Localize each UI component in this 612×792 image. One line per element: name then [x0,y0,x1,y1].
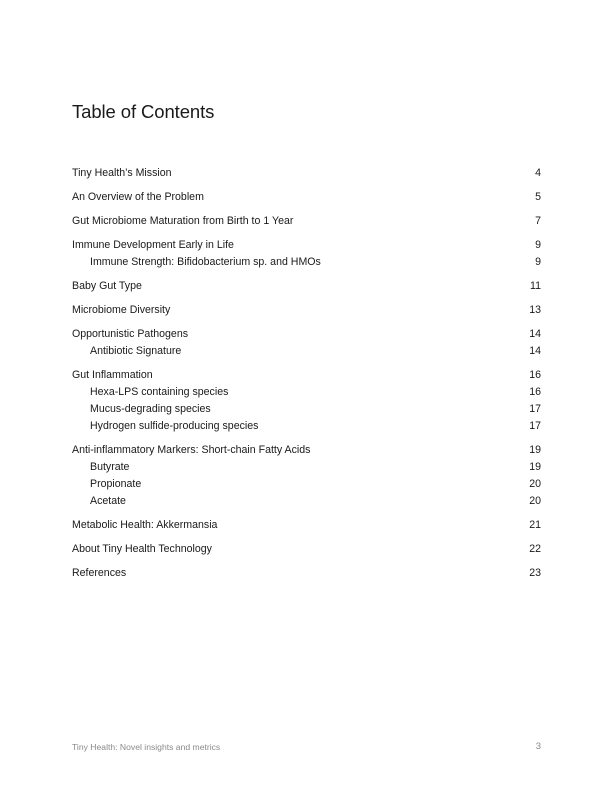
toc-page-number: 17 [529,403,541,415]
toc-entry[interactable] [72,517,541,534]
toc-page-number: 22 [529,543,541,555]
toc-subentry[interactable] [72,343,541,360]
toc-entry[interactable] [72,278,541,295]
toc-page-number: 7 [535,215,541,227]
toc-entry-label: Anti-inflammatory Markers: Short-chain Fatty Acids [72,444,311,456]
toc-entry-label: Baby Gut Type [72,280,142,292]
toc-entry[interactable] [72,237,541,254]
toc-page-number: 16 [529,369,541,381]
footer-text: Tiny Health: Novel insights and metrics [72,742,221,752]
toc-entry[interactable] [72,302,541,319]
toc-page-number: 20 [529,478,541,490]
toc-entry[interactable] [72,442,541,459]
toc-section [72,326,541,360]
toc-subentry-label: Acetate [90,495,126,507]
table-of-contents [72,165,541,589]
toc-subentry-label: Hydrogen sulfide-producing species [90,420,259,432]
toc-section [72,278,541,295]
toc-page-number: 17 [529,420,541,432]
toc-page-number: 23 [529,567,541,579]
toc-page-number: 11 [530,280,541,292]
toc-entry-label: Tiny Health’s Mission [72,167,172,179]
toc-entry[interactable] [72,213,541,230]
toc-entry-label: Gut Inflammation [72,369,153,381]
toc-entry-label: Gut Microbiome Maturation from Birth to 1 Year [72,215,294,227]
toc-subentry[interactable] [72,254,541,271]
toc-page-number: 21 [529,519,541,531]
toc-entry[interactable] [72,565,541,582]
toc-section [72,213,541,230]
toc-section [72,302,541,319]
toc-entry-label: References [72,567,127,579]
toc-subentry-label: Propionate [90,478,142,490]
toc-section [72,541,541,558]
toc-entry[interactable] [72,367,541,384]
toc-subentry-label: Immune Strength: Bifidobacterium sp. and HMOs [90,256,321,268]
toc-section [72,367,541,435]
toc-subentry[interactable] [72,493,541,510]
toc-subentry-label: Antibiotic Signature [90,345,182,357]
toc-entry-label: Microbiome Diversity [72,304,171,316]
toc-page-number: 16 [529,386,541,398]
toc-subentry[interactable] [72,459,541,476]
toc-entry-label: Opportunistic Pathogens [72,328,189,340]
toc-page-number: 5 [535,191,541,203]
toc-subentry-label: Butyrate [90,461,130,473]
toc-subentry-label: Hexa-LPS containing species [90,386,229,398]
toc-entry-label: Metabolic Health: Akkermansia [72,519,218,531]
toc-section [72,565,541,582]
toc-page-number: 20 [529,495,541,507]
toc-subentry-label: Mucus-degrading species [90,403,211,415]
toc-section [72,517,541,534]
toc-page-number: 19 [529,461,541,473]
toc-entry[interactable] [72,326,541,343]
toc-entry[interactable] [72,189,541,206]
toc-page-number: 14 [529,345,541,357]
toc-page-number: 9 [535,239,541,251]
toc-subentry[interactable] [72,418,541,435]
page-title: Table of Contents [72,101,215,122]
toc-entry[interactable] [72,541,541,558]
toc-subentry[interactable] [72,476,541,493]
toc-entry-label: An Overview of the Problem [72,191,204,203]
toc-page-number: 13 [529,304,541,316]
footer-page-number: 3 [535,741,541,752]
toc-section [72,442,541,510]
toc-page-number: 4 [535,167,541,179]
toc-page-number: 14 [529,328,541,340]
toc-subentry[interactable] [72,401,541,418]
toc-section [72,189,541,206]
toc-subentry[interactable] [72,384,541,401]
toc-entry-label: Immune Development Early in Life [72,239,234,251]
toc-entry-label: About Tiny Health Technology [72,543,212,555]
toc-entry[interactable] [72,165,541,182]
toc-section [72,165,541,182]
toc-section [72,237,541,271]
toc-page-number: 9 [535,256,541,268]
toc-page-number: 19 [529,444,541,456]
